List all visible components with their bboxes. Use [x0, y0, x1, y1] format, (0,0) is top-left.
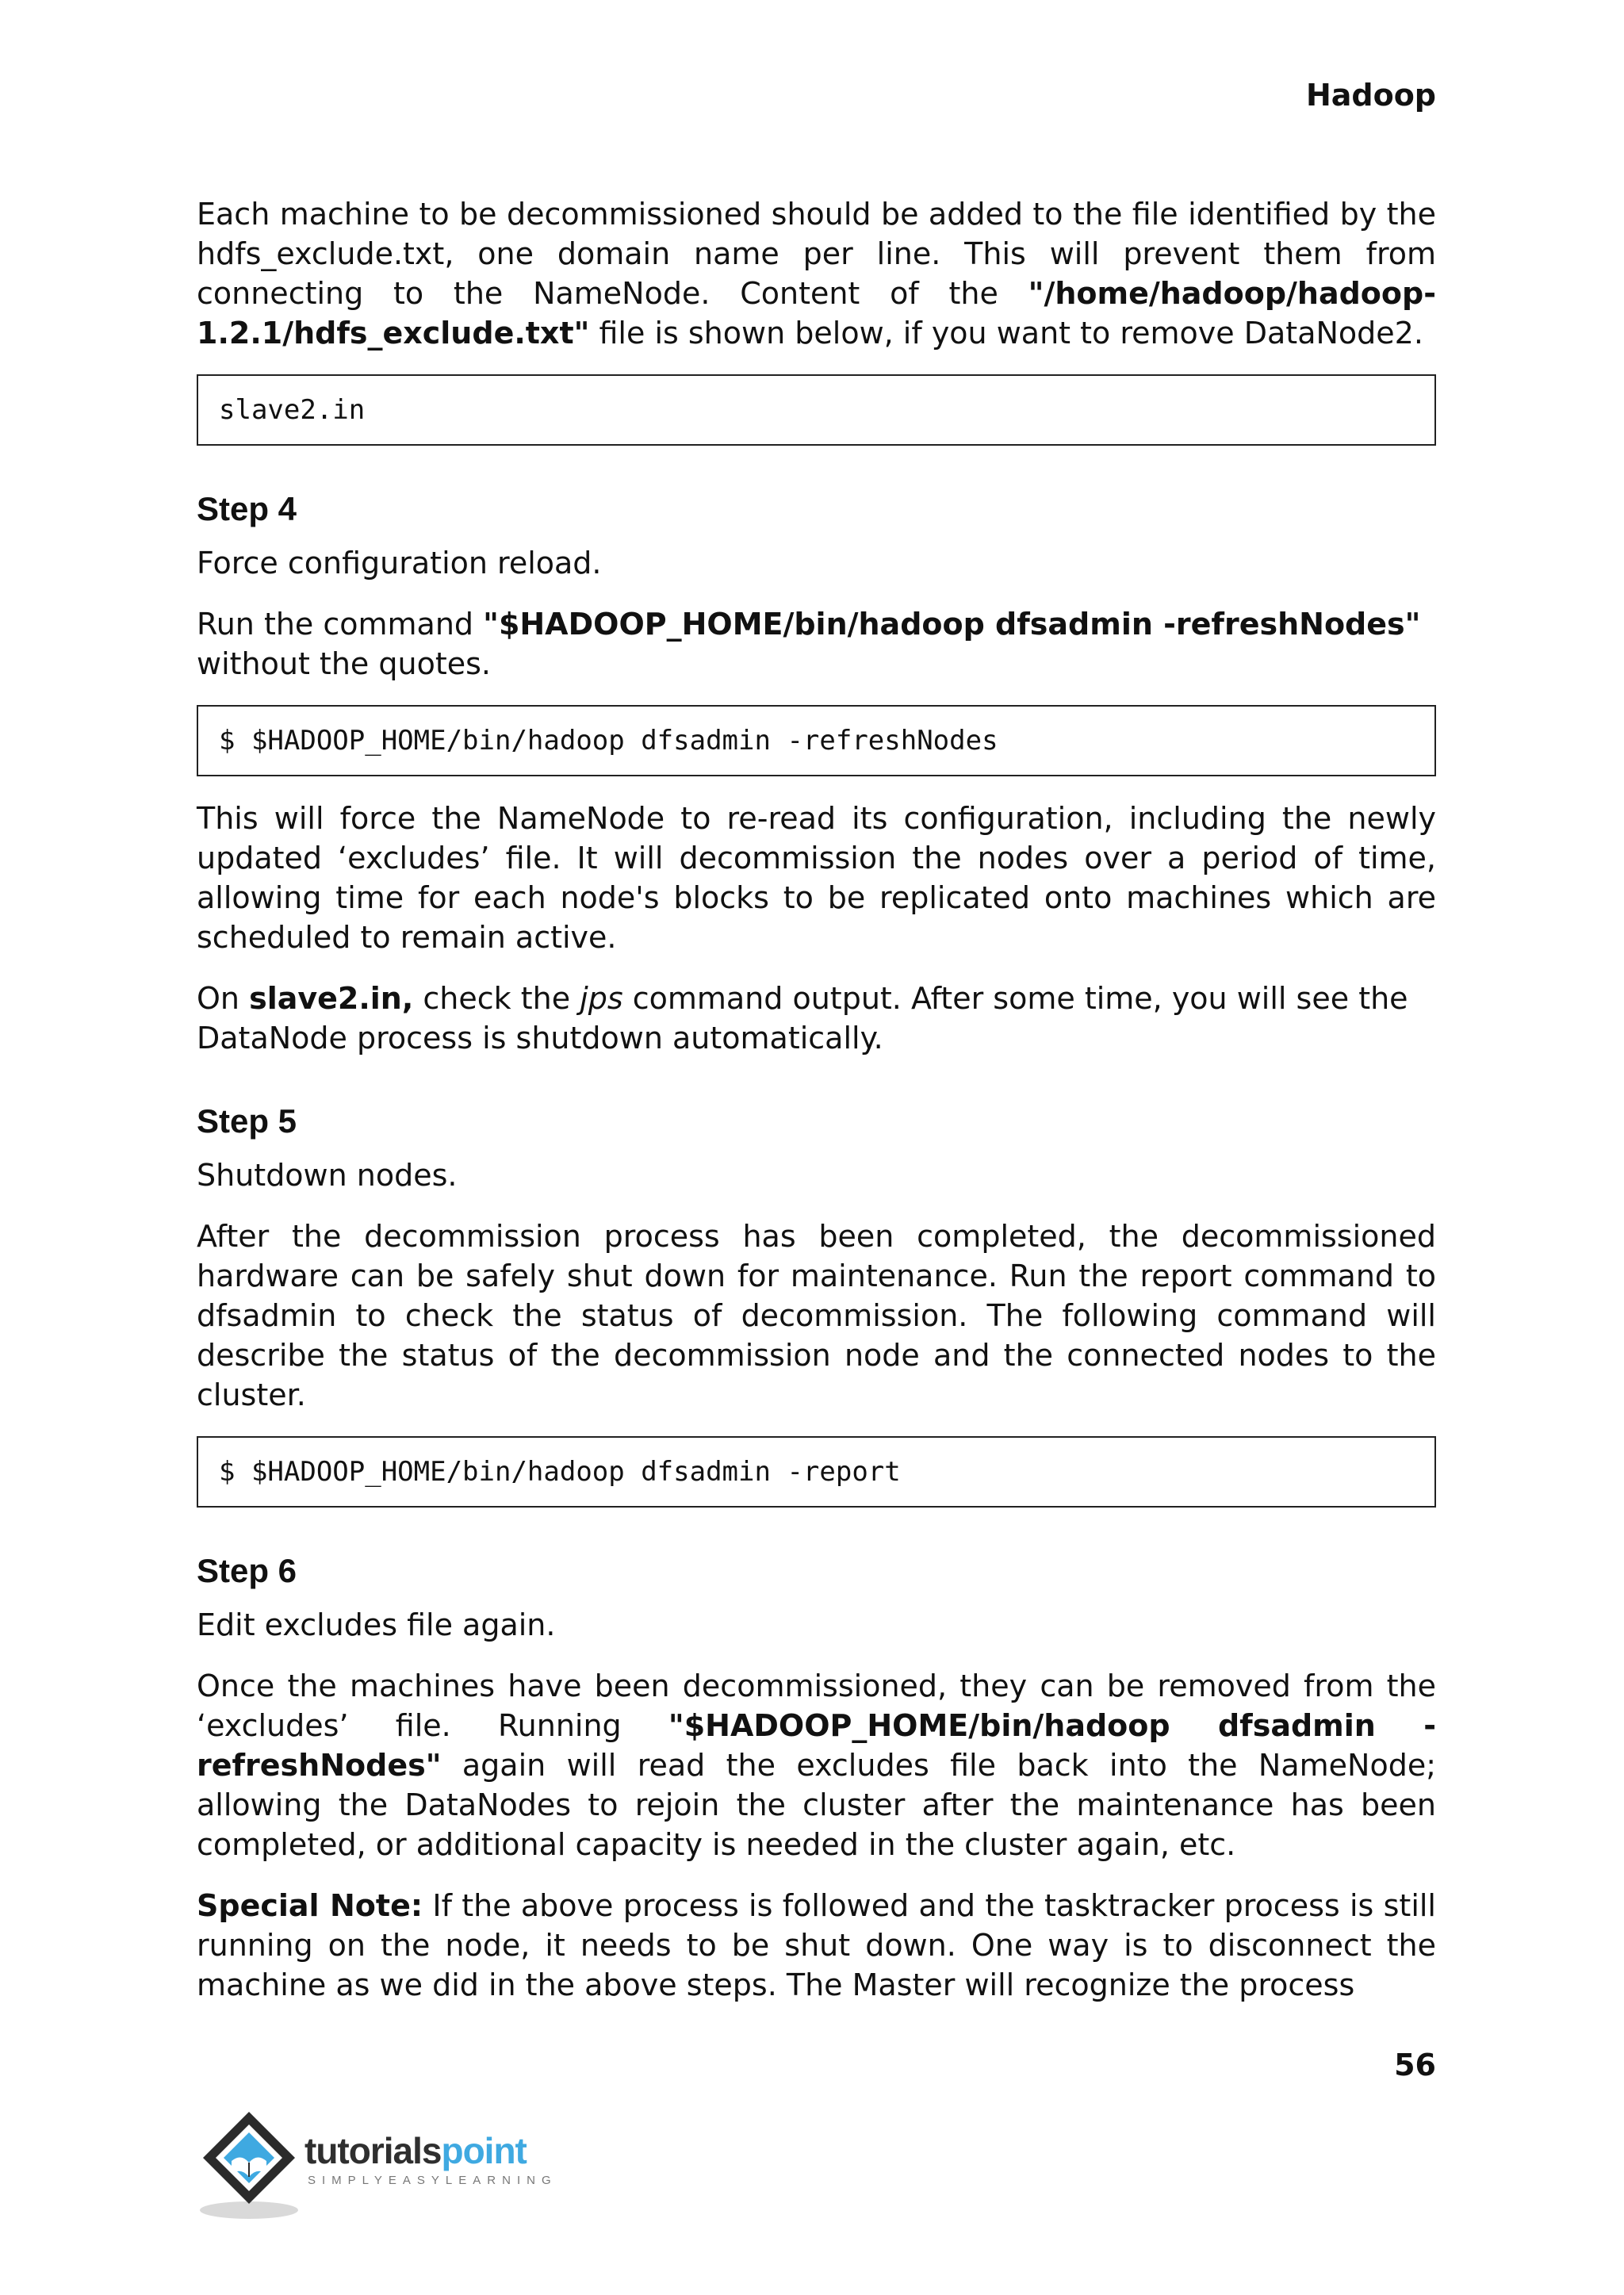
special-note: [197, 1886, 1436, 2005]
special-note-label: Special Note:: [197, 1888, 423, 1923]
step-6-command-bold: "$HADOOP_HOME/bin/hadoop dfsadmin -refreshNodes": [197, 1708, 1437, 1783]
step-6-subtitle: Edit excludes file again.: [197, 1607, 556, 1642]
jps-text-3: command output. After some time, you will see the DataNode process is shutdown automatically.: [197, 981, 1408, 1056]
step-5-heading: Step 5: [197, 1102, 297, 1140]
step-4-heading: Step 4: [197, 490, 297, 527]
page-body: [197, 194, 1436, 2026]
logo-tagline: SIMPLYEASYLEARNING: [308, 2174, 557, 2187]
step-4-run-command: [197, 604, 1436, 684]
logo-wordmark: [304, 2129, 527, 2172]
jps-italic: jps: [580, 981, 623, 1016]
step-5-subtitle: Shutdown nodes.: [197, 1158, 458, 1193]
step-6-heading: Step 6: [197, 1552, 297, 1589]
refresh-command-bold: "$HADOOP_HOME/bin/hadoop dfsadmin -refreshNodes": [483, 607, 1421, 642]
intro-text-end: file is shown below, if you want to remove DataNode2.: [589, 316, 1423, 351]
step-4-subtitle: Force configuration reload.: [197, 546, 602, 580]
slave-host-bold: slave2.in,: [249, 981, 414, 1016]
code-block-refresh-nodes: $ $HADOOP_HOME/bin/hadoop dfsadmin -refreshNodes: [197, 705, 1436, 776]
code-block-report: $ $HADOOP_HOME/bin/hadoop dfsadmin -report: [197, 1436, 1436, 1508]
exclude-file-path: "/home/hadoop/hadoop-1.2.1/hdfs_exclude.txt": [197, 276, 1436, 351]
logo-word-tutorials: tutorials: [304, 2130, 442, 2171]
tutorialspoint-logo: [193, 2105, 566, 2224]
step-6-text: Once the machines have been decommissioned, they can be removed from the ‘excludes’ file. Running: [197, 1669, 1436, 1743]
run-text: Run the command: [197, 607, 484, 642]
run-text-end: without the quotes.: [197, 646, 491, 681]
step-5-description: After the decommission process has been completed, the decommissioned hardware can be safely shut down for maintenance. Run the report command to dfsadmin to check the status of decommission. The following command will describe the status of the decommission node and the connected nodes to the cluster.: [197, 1219, 1436, 1412]
jps-text: On: [197, 981, 250, 1016]
step-4-description: This will force the NameNode to re-read its configuration, including the newly updated ‘excludes’ file. It will decommission the nodes over a period of time, allowing time for each node's blocks to be replicated onto machines which are scheduled to remain active.: [197, 801, 1436, 955]
step-6-text-end: again will read the excludes file back into the NameNode; allowing the DataNodes to rejoin the cluster after the maintenance has been completed, or additional capacity is needed in the cluster again, etc.: [197, 1748, 1436, 1862]
page-number: 56: [1394, 2048, 1436, 2082]
running-header: Hadoop: [1305, 78, 1436, 113]
special-note-text: If the above process is followed and the tasktracker process is still running on the node, it needs to be shut down. One way is to disconnect the machine as we did in the above steps. The Master will recognize the process: [197, 1888, 1436, 2002]
intro-paragraph: [197, 194, 1436, 353]
jps-text-2: check the: [413, 981, 580, 1016]
diamond-book-icon: [193, 2105, 304, 2224]
logo-word-point: point: [441, 2130, 527, 2171]
step-6-description: [197, 1666, 1436, 1864]
step-4-jps-note: [197, 979, 1436, 1058]
intro-text: Each machine to be decommissioned should be added to the file identified by the hdfs_exclude.txt, one domain name per line. This will prevent them from connecting to the NameNode. Content of the: [197, 197, 1436, 311]
code-block-exclude-file: slave2.in: [197, 374, 1436, 446]
